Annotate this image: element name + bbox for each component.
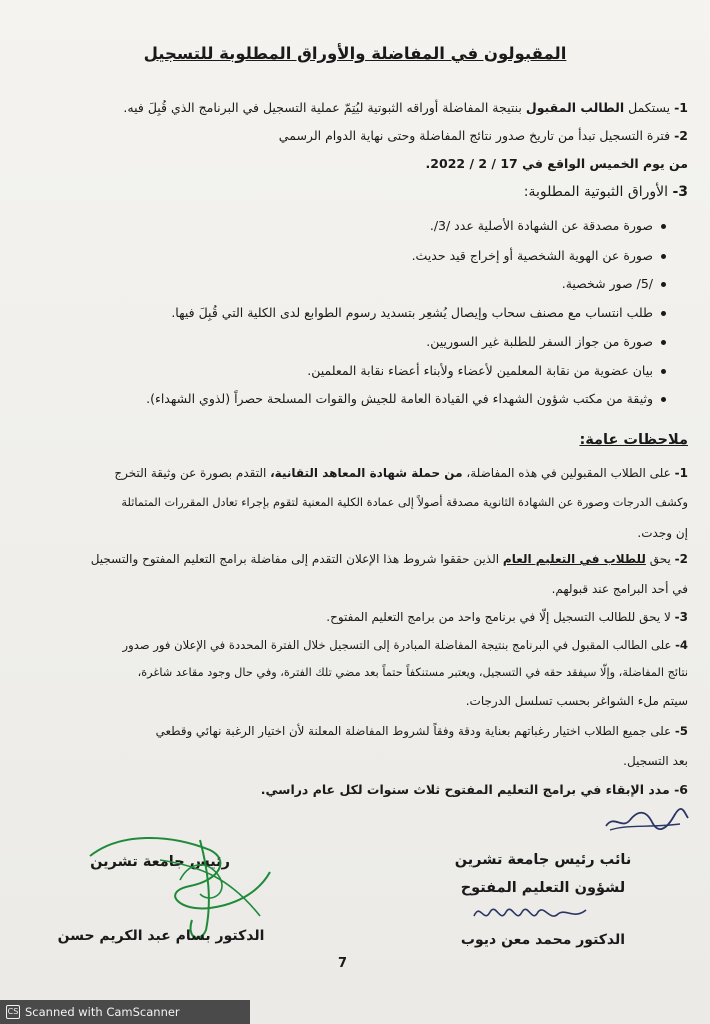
item-number: 3- [672, 184, 688, 200]
required-doc-item: وثيقة من مكتب شؤون الشهداء في القيادة العامة للجيش والقوات المسلحة حصراً (لذوي الشهداء). [146, 391, 666, 406]
note-4: 4- على الطالب المقبول في البرنامج بنتيجة المفاضلة المبادرة إلى التسجيل خلال الفترة المحددة في الإعلان فور صدور [122, 638, 688, 652]
item-3 [524, 184, 688, 200]
bullet-icon [661, 397, 666, 402]
bullet-icon [661, 224, 666, 229]
item-bold-text: الطالب المقبول [525, 100, 625, 115]
signature-title-right-line-2: لشؤون التعليم المفتوح [460, 880, 626, 896]
signatory-name-left: الدكتور بسام عبد الكريم حسن [57, 928, 265, 944]
required-doc-item: طلب انتساب مع مصنف سحاب وإيصال يُشعِر بتسديد رسوم الطوابع لدى الكلية التي قُبِلَ فيها. [171, 305, 666, 320]
bullet-icon [661, 369, 666, 374]
item-1 [123, 100, 688, 115]
signature-title-left: رئيس جامعة تشرين [90, 854, 230, 870]
note-bold-text: من حملة شهادة المعاهد التقانية، [270, 466, 463, 480]
note-bold-text: للطلاب في التعليم العام [502, 552, 646, 566]
item-number: 2- [674, 128, 688, 143]
signatory-name-right: الدكتور محمد معن ديوب [460, 932, 626, 948]
required-doc-item: صورة من جواز السفر للطلبة غير السوريين. [426, 334, 666, 349]
camscanner-icon: CS [6, 1005, 20, 1019]
required-doc-item: صورة مصدقة عن الشهادة الأصلية عدد /3/. [430, 218, 666, 233]
handwritten-signature-right [470, 898, 590, 930]
note-4-line-3: سيتم ملء الشواغر بحسب تسلسل الدرجات. [465, 694, 688, 708]
note-2: 2- يحق للطلاب في التعليم العام الذين حققوا شروط هذا الإعلان التقدم إلى مفاضلة برامج التعليم المفتوح والتسجيل [90, 552, 688, 566]
item-2-line-2: من يوم الخميس الواقع في 17 / 2 / 2022. [425, 156, 688, 171]
note-1-line-2: وكشف الدرجات وصورة عن الشهادة الثانوية مصدقة أصولاً إلى عمادة الكلية المعنية لتقوم بإجراء تعادل المقررات المتماثلة [121, 496, 688, 509]
required-doc-item: صورة عن الهوية الشخصية أو إخراج قيد حديث. [412, 248, 666, 263]
required-doc-item: بيان عضوية من نقابة المعلمين لأعضاء ولأبناء أعضاء نقابة المعلمين. [307, 363, 666, 378]
note-5-line-2: بعد التسجيل. [623, 754, 688, 768]
item-text: يستكمل [624, 100, 671, 115]
bullet-icon [661, 254, 666, 259]
note-3: 3- لا يحق للطالب التسجيل إلّا في برنامج واحد من برامج التعليم المفتوح. [326, 610, 688, 624]
bullet-icon [661, 282, 666, 287]
notes-heading: ملاحظات عامة: [579, 432, 688, 448]
signature-title-right: نائب رئيس جامعة تشرين [454, 852, 632, 868]
note-2-line-2: في أحد البرامج عند قبولهم. [551, 582, 688, 596]
item-text: الأوراق الثبوتية المطلوبة: [523, 184, 668, 200]
note-6: 6- مدد الإبقاء في برامج التعليم المفتوح ثلاث سنوات لكل عام دراسي. [260, 782, 688, 797]
note-1-line-3: إن وجدت. [637, 526, 688, 540]
document-title: المقبولون في المفاضلة والأوراق المطلوبة للتسجيل [143, 44, 567, 63]
item-text: بنتيجة المفاضلة أوراقه الثبوتية ليُتِمّ عملية التسجيل في البرنامج الذي قُبِلَ فيه. [123, 100, 526, 115]
note-1: 1- على الطلاب المقبولين في هذه المفاضلة، من حملة شهادة المعاهد التقانية، التقدم بصورة عن وثيقة التخرج [114, 466, 688, 480]
page-number: 7 [338, 956, 348, 971]
bullet-icon [661, 311, 666, 316]
watermark-text: Scanned with CamScanner [25, 1005, 180, 1019]
item-number: 1- [674, 100, 688, 115]
bullet-icon [661, 340, 666, 345]
scanner-watermark [0, 1000, 250, 1024]
item-2 [279, 128, 688, 143]
note-4-line-2: نتائج المفاضلة، وإلّا سيفقد حقه في التسجيل، ويعتبر مستنكفاً حتماً بعد مضي تلك الفترة، وفي حال وجود مقاعد شاغرة، [137, 666, 688, 679]
initials-signature [600, 800, 692, 840]
note-5: 5- على جميع الطلاب اختيار رغباتهم بعناية ودقة وفقاً لشروط المفاضلة المعلنة لأن اختيار الرغبة نهائي وقطعي [155, 724, 688, 738]
item-text: فترة التسجيل تبدأ من تاريخ صدور نتائج المفاضلة وحتى نهاية الدوام الرسمي [278, 128, 671, 143]
required-doc-item: /5/ صور شخصية. [562, 276, 666, 291]
